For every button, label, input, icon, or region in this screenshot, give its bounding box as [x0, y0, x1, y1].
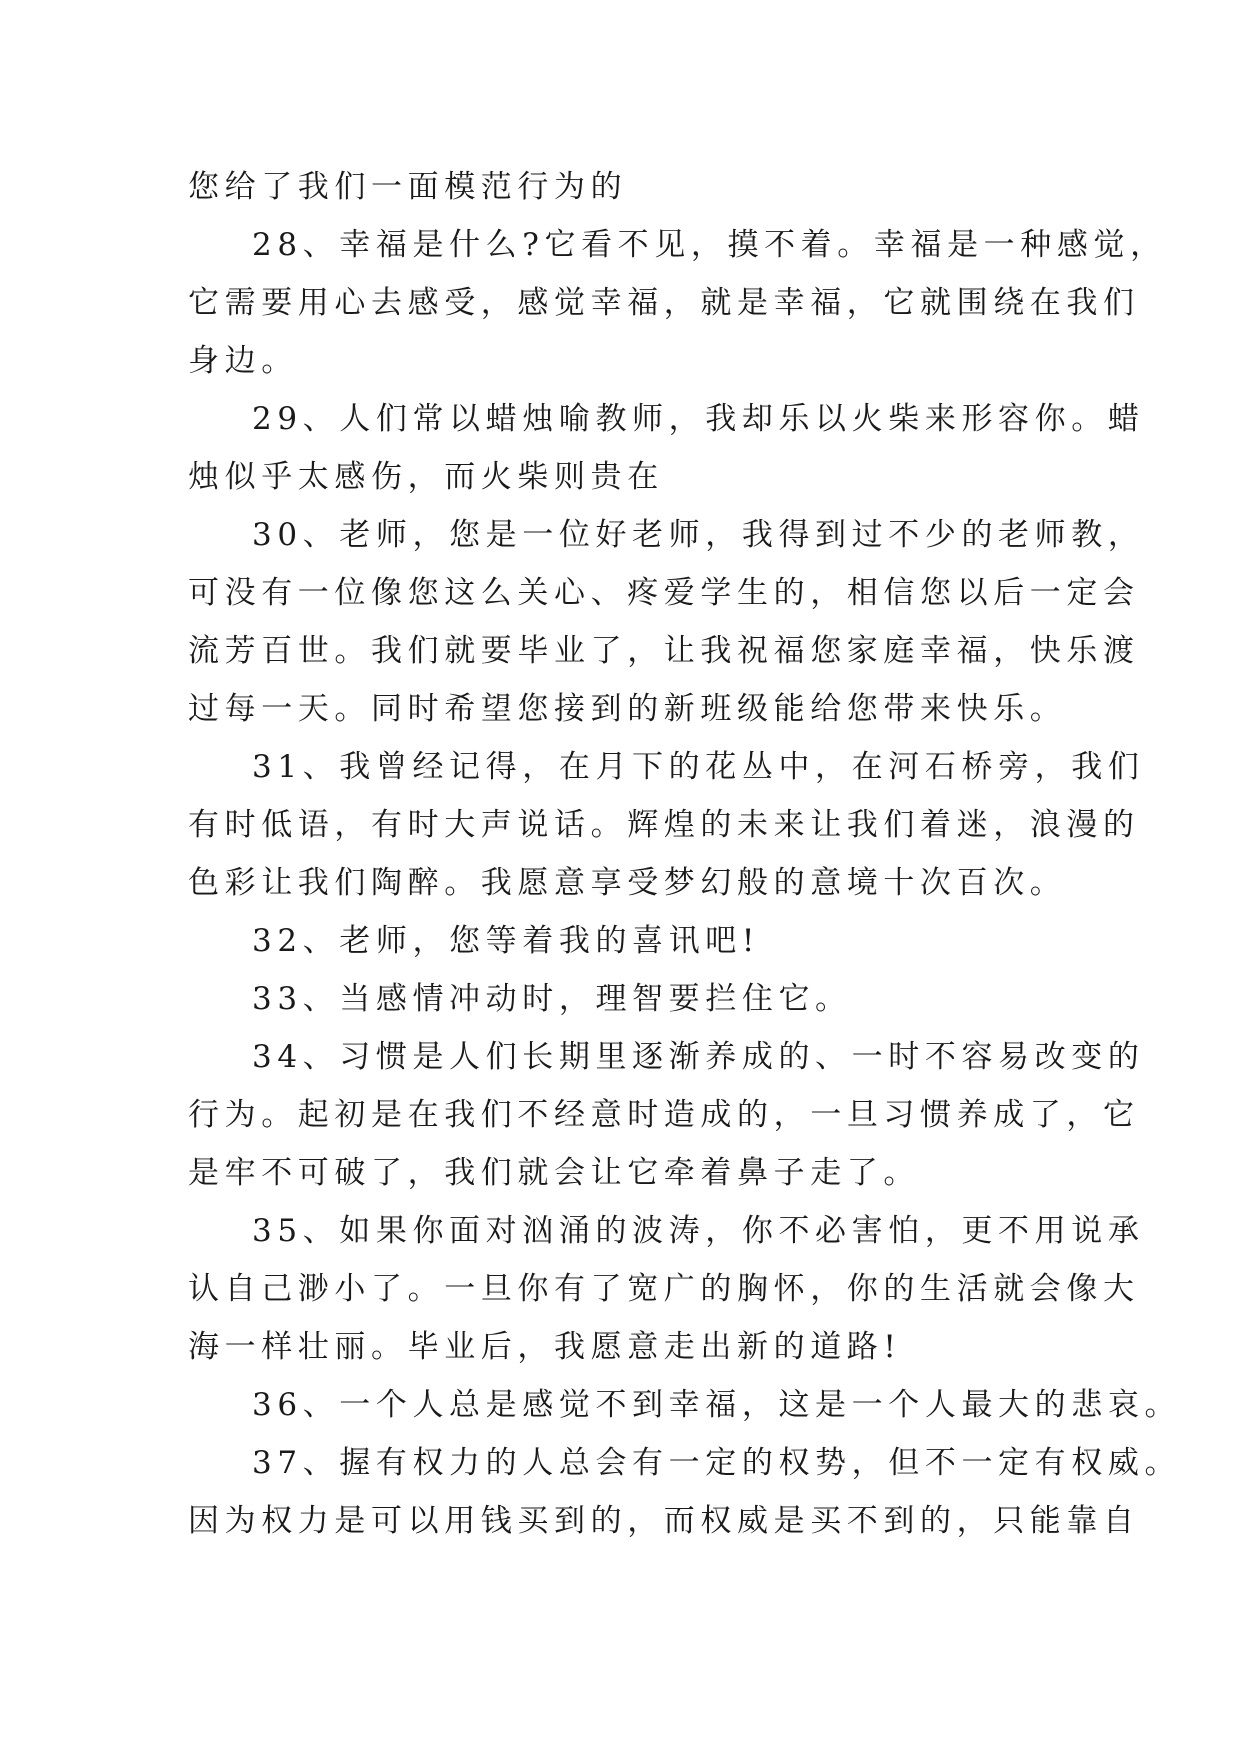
text-line: 您给了我们一面模范行为的 — [188, 169, 628, 205]
text-line: 流芳百世。我们就要毕业了，让我祝福您家庭幸福，快乐渡 — [188, 633, 1140, 669]
text-line: 是牢不可破了，我们就会让它牵着鼻子走了。 — [188, 1155, 920, 1191]
text-line: 色彩让我们陶醉。我愿意享受梦幻般的意境十次百次。 — [188, 865, 1067, 901]
text-line: 认自己渺小了。一旦你有了宽广的胸怀，你的生活就会像大 — [188, 1271, 1140, 1307]
text-line: 烛似乎太感伤，而火柴则贵在 — [188, 459, 664, 495]
text-line: 32、老师，您等着我的喜讯吧! — [252, 923, 760, 959]
text-line: 身边。 — [188, 343, 298, 379]
text-line: 过每一天。同时希望您接到的新班级能给您带来快乐。 — [188, 691, 1067, 727]
paragraph-36 — [188, 1376, 1182, 1434]
text-line: 它需要用心去感受，感觉幸福，就是幸福，它就围绕在我们 — [188, 285, 1140, 321]
paragraph-32 — [188, 912, 1058, 970]
paragraph-30 — [188, 506, 1145, 738]
text-line: 36、一个人总是感觉不到幸福，这是一个人最大的悲哀。 — [252, 1387, 1182, 1423]
paragraph-37 — [188, 1434, 1182, 1550]
text-line: 35、如果你面对汹涌的波涛，你不必害怕，更不用说承 — [252, 1213, 1145, 1249]
paragraph-35 — [188, 1202, 1145, 1376]
text-line: 可没有一位像您这么关心、疼爱学生的，相信您以后一定会 — [188, 575, 1140, 611]
paragraph-continuation — [188, 158, 1058, 216]
paragraph-28 — [188, 216, 1167, 390]
paragraph-33 — [188, 970, 1058, 1028]
text-line: 33、当感情冲动时，理智要拦住它。 — [252, 981, 852, 1017]
text-line: 行为。起初是在我们不经意时造成的，一旦习惯养成了，它 — [188, 1097, 1140, 1133]
text-line: 34、习惯是人们长期里逐渐养成的、一时不容易改变的 — [252, 1039, 1145, 1075]
paragraph-29 — [188, 390, 1145, 506]
text-line: 海一样壮丽。毕业后，我愿意走出新的道路! — [188, 1329, 902, 1365]
text-line: 29、人们常以蜡烛喻教师，我却乐以火柴来形容你。蜡 — [252, 401, 1145, 437]
text-line: 因为权力是可以用钱买到的，而权威是买不到的，只能靠自 — [188, 1503, 1140, 1539]
text-line: 有时低语，有时大声说话。辉煌的未来让我们着迷，浪漫的 — [188, 807, 1140, 843]
text-column — [188, 158, 1182, 1550]
paragraph-31 — [188, 738, 1145, 912]
text-line: 30、老师，您是一位好老师，我得到过不少的老师教， — [252, 517, 1145, 553]
text-line: 37、握有权力的人总会有一定的权势，但不一定有权威。 — [252, 1445, 1182, 1481]
text-line: 28、幸福是什么?它看不见，摸不着。幸福是一种感觉， — [252, 227, 1167, 263]
text-line: 31、我曾经记得，在月下的花丛中，在河石桥旁，我们 — [252, 749, 1145, 785]
paragraph-34 — [188, 1028, 1145, 1202]
